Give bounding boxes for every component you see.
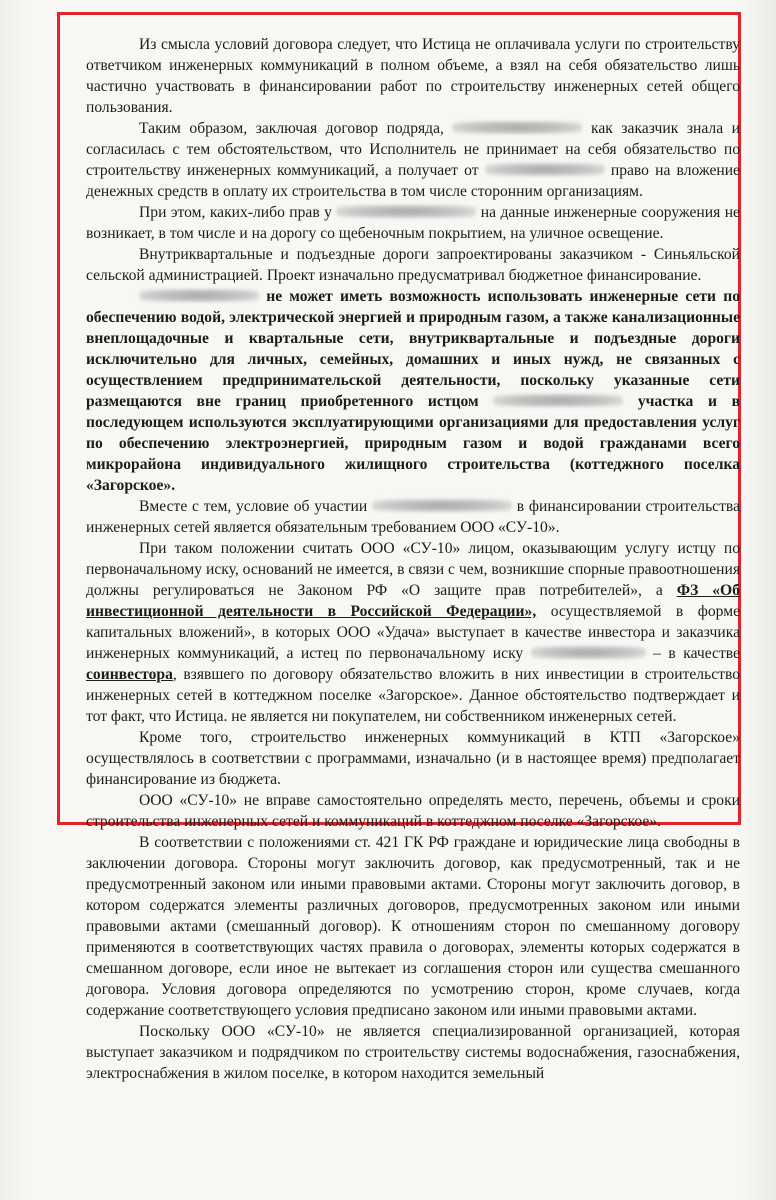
- paragraph-5: [86, 286, 740, 496]
- redacted-name: [139, 289, 259, 302]
- paragraph-11: Поскольку ООО «СУ-10» не является специализированной организацией, которая выступает заказчиком и подрядчиком по строительству системы водоснабжения, газоснабжения, электроснабжения в жилом поселке, в котором находится земельный: [86, 1023, 740, 1082]
- paragraph-7-part-b: осуществляемой в форме капитальных вложений», в которых ООО «Удача» выступает в качестве инвестора и заказчика инженерных коммуникаций, а истец по первоначальному иску: [86, 603, 740, 662]
- paragraph-6-part-b: в финансировании строительства инженерных сетей является обязательным требованием ООО «СУ-10».: [86, 498, 740, 536]
- paragraph-2-part-c: право на вложение денежных средств в оплату их строительства в том числе сторонним организациям.: [86, 162, 740, 200]
- paragraph-5-part-b: участка и в последующем используются эксплуатирующими организациями для предоставления услуг по обеспечению электроэнергией, природным газом и водой гражданами всего микрорайона индивидуального жилищного строительства (коттеджного поселка «Загорское».: [86, 393, 741, 494]
- paragraph-8: Кроме того, строительство инженерных коммуникаций в КТП «Загорское» осуществлялось в соответствии с программами, изначально (и в настоящее время) предполагает финансирование из бюджета.: [86, 729, 740, 788]
- paragraph-2-part-b: как заказчик знала и согласилась с тем обстоятельством, что Исполнитель не принимает на себя обязательство по строительству инженерных коммуникаций, а получает от: [86, 120, 740, 179]
- redacted-name: [531, 646, 646, 659]
- redacted-name: [493, 394, 623, 407]
- redacted-name: [485, 163, 605, 176]
- paragraph-5-part-a: не может иметь возможность использовать инженерные сети по обеспечению водой, электрической энергией и природным газом, а также канализационные внеплощадочные и квартальные сети, внутриквартальные и подъездные дороги исключительно для личных, семейных, домашних и иных нужд, не связанных с осуществлением предпринимательской деятельности, поскольку указанные сети размещаются вне границ приобретенного истцом: [86, 288, 740, 410]
- document-text: [86, 34, 740, 1084]
- paragraph-3-part-b: на данные инженерные сооружения не возникает, в том числе и на дорогу со щебеночным покрытием, на уличное освещение.: [86, 204, 740, 242]
- paragraph-2: [86, 118, 740, 202]
- paragraph-7-part-a: При таком положении считать ООО «СУ-10» лицом, оказывающим услугу истцу по первоначальному иску, оснований не имеется, в связи с чем, возникшие спорные правоотношения должны регулироваться не Законом РФ «О защите прав потребителей», а: [86, 540, 740, 599]
- paragraph-7: [86, 538, 740, 727]
- paragraph-4: Внутриквартальные и подъездные дороги запроектированы заказчиком - Синьяльской сельской администрацией. Проект изначально предусматривал бюджетное финансирование.: [86, 246, 740, 284]
- paragraph-10: В соответствии с положениями ст. 421 ГК РФ граждане и юридические лица свободны в заключении договора. Стороны могут заключить договор, как предусмотренный, так и не предусмотренный законом или иными правовыми актами. Стороны могут заключить договор, в котором содержатся элементы различных договоров, предусмотренных законом или иными правовыми актами (смешанный договор). К отношениям сторон по смешанному договору применяются в соответствующих частях правила о договорах, элементы которых содержатся в смешанном договоре, если иное не вытекает из соглашения сторон или существа смешанного договора. Условия договора определяются по усмотрению сторон, кроме случаев, когда содержание соответствующего условия предписано законом или иными правовыми актами.: [86, 834, 740, 1019]
- paragraph-7-part-c: – в качестве: [653, 645, 740, 662]
- redacted-name: [372, 499, 512, 512]
- paragraph-7-part-d: , взявшего по договору обязательство вложить в них инвестиции в строительство инженерных сетей в коттеджном поселке «Загорское». Данное обстоятельство подтверждает и тот факт, что Истица. не является ни покупателем, ни собственником инженерных сетей.: [86, 666, 740, 725]
- paragraph-6-part-a: Вместе с тем, условие об участии: [139, 498, 368, 515]
- paragraph-1: Из смысла условий договора следует, что Истица не оплачивала услуги по строительству ответчиком инженерных коммуникаций в полном объеме, а взял на себя обязательство лишь частично участвовать в финансировании работ по строительству инженерных сетей общего пользования.: [86, 36, 740, 116]
- paragraph-3-part-a: При этом, каких-либо прав у: [139, 204, 332, 221]
- paragraph-9: ООО «СУ-10» не вправе самостоятельно определять место, перечень, объемы и сроки строительства инженерных сетей и коммуникаций в коттеджном поселке «Загорское».: [86, 792, 740, 830]
- co-investor-term: соинвестора: [86, 666, 173, 683]
- paragraph-6: [86, 496, 740, 538]
- law-reference: ФЗ «Об инвестиционной деятельности в Российской Федерации»,: [86, 582, 740, 620]
- paragraph-3: [86, 202, 740, 244]
- redacted-name: [452, 121, 582, 134]
- paragraph-2-part-a: Таким образом, заключая договор подряда,: [139, 120, 444, 137]
- redacted-name: [336, 205, 476, 218]
